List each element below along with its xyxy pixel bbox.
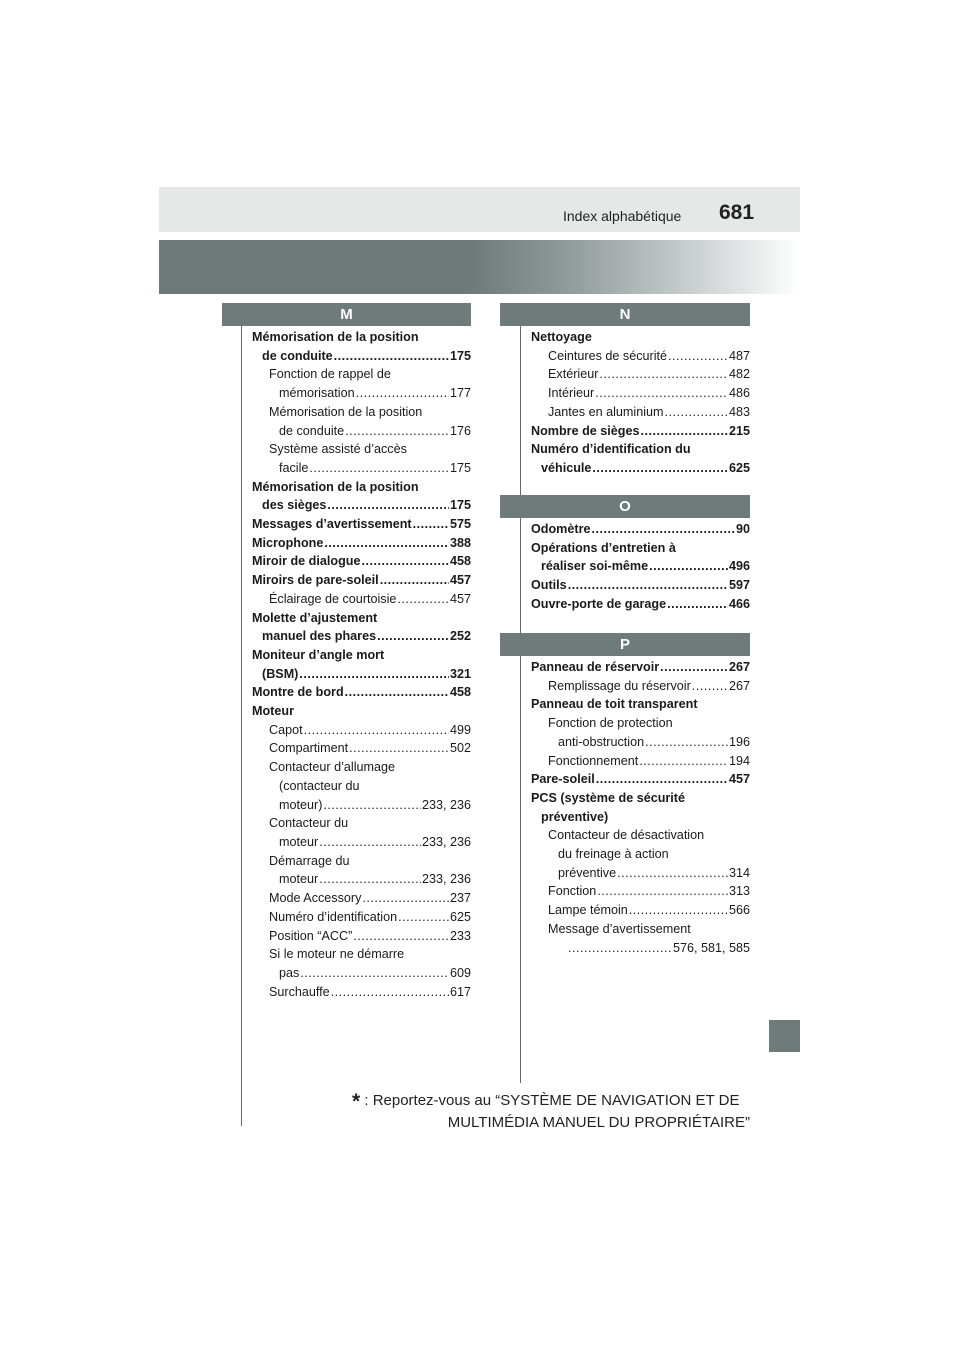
- index-entry: [252, 833, 471, 852]
- index-entry-page: 625: [728, 460, 750, 475]
- index-entry-leader: [397, 590, 449, 609]
- index-entry: [252, 758, 471, 777]
- index-entry-page: 597: [728, 578, 750, 593]
- index-entry-label: PCS (système de sécurité: [531, 790, 685, 805]
- index-entry: [252, 609, 471, 628]
- index-entry-label: Pare-soleil: [531, 772, 595, 787]
- index-entry-leader: [353, 927, 449, 946]
- index-list-n: [531, 328, 750, 478]
- index-entry: [531, 864, 750, 883]
- index-entry-label: Opérations d’entretien à: [531, 540, 676, 555]
- index-entry-label: Contacteur de désactivation: [548, 828, 705, 843]
- index-entry-leader: [645, 733, 728, 752]
- index-entry-label: Surchauffe: [269, 984, 330, 999]
- index-entry-label: Nettoyage: [531, 330, 592, 344]
- index-entry-leader: [667, 595, 728, 614]
- index-entry: [531, 714, 750, 733]
- index-entry: [252, 983, 471, 1002]
- index-entry-page: 237: [449, 891, 471, 906]
- footnote: [352, 1090, 750, 1133]
- index-entry-leader: [649, 557, 728, 576]
- index-entry-leader: [334, 347, 449, 366]
- index-entry-page: 457: [449, 573, 471, 588]
- index-entry: [531, 808, 750, 827]
- index-entry-label: pas: [279, 965, 300, 980]
- index-entry-label: Fonctionnement: [548, 753, 639, 768]
- index-entry-label: Moteur: [252, 704, 294, 719]
- index-entry-page: 466: [728, 596, 750, 611]
- index-entry: [252, 403, 471, 422]
- index-entry-page: 175: [449, 498, 471, 513]
- index-entry-page: 175: [449, 348, 471, 363]
- index-entry: [531, 422, 750, 441]
- index-entry-label: Remplissage du réservoir: [548, 678, 691, 693]
- index-entry-page: 176: [449, 423, 471, 438]
- index-entry-leader: [413, 515, 449, 534]
- index-entry-leader: [568, 576, 728, 595]
- index-entry-label: Montre de bord: [252, 685, 344, 700]
- index-entry-label: moteur: [279, 834, 319, 849]
- index-entry: [252, 889, 471, 908]
- column-divider-left: [241, 326, 242, 1126]
- index-entry-label: Fonction: [548, 884, 597, 899]
- index-entry-leader: [327, 496, 449, 515]
- index-entry-label: Numéro d’identification du: [531, 442, 691, 457]
- index-entry-page: 252: [449, 629, 471, 644]
- index-entry: [531, 403, 750, 422]
- index-entry-label: Microphone: [252, 535, 324, 550]
- index-entry: [252, 683, 471, 702]
- index-entry-label: véhicule: [541, 460, 592, 475]
- index-entry: [531, 557, 750, 576]
- index-entry-label: moteur): [279, 797, 323, 812]
- index-entry-page: 458: [449, 685, 471, 700]
- index-entry: [531, 658, 750, 677]
- index-entry: [531, 752, 750, 771]
- section-header-o: O: [500, 495, 750, 518]
- index-entry-leader: [349, 739, 449, 758]
- index-entry-label: Miroir de dialogue: [252, 554, 361, 569]
- index-entry-label: Odomètre: [531, 522, 591, 536]
- index-entry: [252, 534, 471, 553]
- section-header-n: N: [500, 303, 750, 326]
- index-entry-label: Mode Accessory: [269, 891, 362, 906]
- index-entry-label: Système assisté d’accès: [269, 442, 407, 457]
- section-header-p: P: [500, 633, 750, 656]
- index-entry: [252, 328, 471, 347]
- index-entry-page: 267: [728, 660, 750, 674]
- index-entry: [252, 814, 471, 833]
- index-entry-page: 175: [449, 460, 471, 475]
- index-entry-label: Intérieur: [548, 386, 595, 401]
- index-list-p: [531, 658, 750, 957]
- index-entry: [252, 590, 471, 609]
- index-entry: [252, 702, 471, 721]
- decorative-gradient-bar: [159, 240, 800, 294]
- index-entry-leader: [595, 384, 728, 403]
- index-entry: [252, 777, 471, 796]
- index-entry-page: 576, 581, 585: [672, 940, 750, 955]
- index-entry-label: Contacteur d’allumage: [269, 760, 396, 775]
- index-entry: [252, 627, 471, 646]
- index-entry: [252, 496, 471, 515]
- index-entry-label: préventive: [558, 865, 617, 880]
- index-entry: [252, 796, 471, 815]
- index-entry-label: Numéro d’identification: [269, 909, 398, 924]
- index-entry: [252, 870, 471, 889]
- index-entry-page: 215: [728, 423, 750, 438]
- index-entry-label: Message d’avertissement: [548, 921, 691, 936]
- index-entry-leader: [568, 939, 672, 958]
- index-entry-label: du freinage à action: [558, 847, 669, 862]
- page-title: Index alphabétique: [563, 208, 682, 224]
- index-entry-leader: [641, 422, 728, 441]
- index-entry-leader: [377, 627, 449, 646]
- index-entry-label: Miroirs de pare-soleil: [252, 573, 379, 588]
- index-entry: [252, 927, 471, 946]
- index-entry-label: Démarrage du: [269, 853, 350, 868]
- index-entry: [252, 384, 471, 403]
- index-entry-page: 575: [449, 517, 471, 532]
- index-entry-label: Fonction de rappel de: [269, 367, 391, 382]
- index-entry-leader: [597, 882, 728, 901]
- index-entry-page: 499: [449, 722, 471, 737]
- index-entry: [531, 677, 750, 696]
- index-entry-page: 502: [449, 741, 471, 756]
- index-entry-label: Messages d’avertissement: [252, 517, 412, 532]
- index-entry-label: Si le moteur ne démarre: [269, 947, 405, 962]
- index-entry-label: (contacteur du: [279, 778, 360, 793]
- index-entry-label: réaliser soi-même: [541, 559, 649, 574]
- index-entry: [252, 552, 471, 571]
- index-entry: [531, 576, 750, 595]
- index-entry-label: Extérieur: [548, 367, 599, 382]
- index-entry: [252, 945, 471, 964]
- index-entry-page: 457: [449, 591, 471, 606]
- index-entry-label: Éclairage de courtoisie: [269, 591, 397, 606]
- index-entry: [531, 770, 750, 789]
- index-entry-label: Fonction de protection: [548, 716, 673, 731]
- index-entry-page: 625: [449, 909, 471, 924]
- index-entry-leader: [300, 964, 449, 983]
- index-entry-page: 566: [728, 903, 750, 918]
- index-entry: [252, 365, 471, 384]
- index-entry: [252, 665, 471, 684]
- index-entry: [531, 459, 750, 478]
- index-entry-label: des sièges: [262, 498, 327, 513]
- index-entry-page: 314: [728, 865, 750, 880]
- index-entry-leader: [304, 721, 449, 740]
- index-entry-label: Mémorisation de la position: [252, 330, 419, 344]
- index-entry-leader: [362, 889, 449, 908]
- index-entry: [531, 520, 750, 539]
- index-entry: [531, 882, 750, 901]
- index-entry: [252, 721, 471, 740]
- index-entry: [252, 571, 471, 590]
- index-entry-label: mémorisation: [279, 386, 355, 401]
- index-entry: [531, 939, 750, 958]
- index-entry: [531, 826, 750, 845]
- index-entry-leader: [319, 870, 421, 889]
- section-header-m: M: [222, 303, 471, 326]
- index-entry-leader: [380, 571, 449, 590]
- index-entry-label: Jantes en aluminium: [548, 404, 664, 419]
- header-bar: [159, 187, 800, 232]
- index-entry: [252, 459, 471, 478]
- index-entry-leader: [319, 833, 421, 852]
- index-entry-page: 457: [728, 772, 750, 787]
- index-list-m: [252, 328, 471, 1001]
- index-entry: [252, 478, 471, 497]
- chapter-tab: [769, 1020, 800, 1052]
- index-entry-page: 321: [449, 666, 471, 681]
- index-entry-page: 90: [735, 522, 750, 536]
- index-entry-leader: [398, 908, 449, 927]
- index-entry-page: 482: [728, 367, 750, 382]
- index-entry-leader: [323, 796, 421, 815]
- index-entry-label: Ceintures de sécurité: [548, 348, 668, 363]
- index-entry-leader: [591, 520, 735, 539]
- index-entry-label: moteur: [279, 872, 319, 887]
- index-entry: [531, 328, 750, 347]
- index-entry-leader: [617, 864, 728, 883]
- index-entry-label: Moniteur d’angle mort: [252, 647, 385, 662]
- index-entry-leader: [660, 658, 728, 677]
- index-entry-label: de conduite: [279, 423, 345, 438]
- index-entry-label: Capot: [269, 722, 303, 737]
- index-entry-leader: [629, 901, 728, 920]
- index-entry-label: Nombre de sièges: [531, 423, 640, 438]
- index-entry: [252, 440, 471, 459]
- index-entry: [531, 539, 750, 558]
- index-entry: [531, 789, 750, 808]
- index-entry-page: 177: [449, 386, 471, 401]
- index-entry-page: 194: [728, 753, 750, 768]
- index-entry-label: Position “ACC”: [269, 928, 353, 943]
- index-entry: [531, 595, 750, 614]
- index-entry-leader: [345, 422, 449, 441]
- index-entry-label: manuel des phares: [262, 629, 377, 644]
- index-entry-page: 233, 236: [421, 834, 471, 849]
- index-entry-leader: [596, 770, 728, 789]
- index-entry-leader: [692, 677, 728, 696]
- index-entry-label: Mémorisation de la position: [252, 479, 419, 494]
- index-entry-label: Lampe témoin: [548, 903, 628, 918]
- index-entry: [252, 739, 471, 758]
- index-entry-page: 313: [728, 884, 750, 899]
- index-entry-page: 196: [728, 734, 750, 749]
- index-entry-page: 483: [728, 404, 750, 419]
- footnote-line2: MULTIMÉDIA MANUEL DU PROPRIÉTAIRE”: [447, 1114, 750, 1131]
- index-entry-leader: [356, 384, 449, 403]
- index-entry-leader: [309, 459, 449, 478]
- index-entry: [531, 440, 750, 459]
- index-entry: [252, 347, 471, 366]
- index-entry-page: 487: [728, 348, 750, 363]
- index-entry: [531, 901, 750, 920]
- index-entry-page: 486: [728, 386, 750, 401]
- index-entry: [252, 964, 471, 983]
- index-entry-page: 458: [449, 554, 471, 569]
- index-entry-label: (BSM): [262, 666, 299, 681]
- index-entry-leader: [361, 552, 449, 571]
- index-entry-label: préventive): [541, 809, 609, 824]
- index-entry-label: Outils: [531, 578, 567, 593]
- index-entry-leader: [599, 365, 728, 384]
- index-entry-leader: [639, 752, 728, 771]
- index-entry-page: 233: [449, 928, 471, 943]
- index-entry-label: Panneau de toit transparent: [531, 697, 698, 712]
- index-entry: [252, 422, 471, 441]
- index-entry-label: Molette d’ajustement: [252, 610, 378, 625]
- index-entry-label: Ouvre-porte de garage: [531, 596, 667, 611]
- index-entry-leader: [331, 983, 449, 1002]
- index-entry: [531, 365, 750, 384]
- index-entry-leader: [665, 403, 728, 422]
- index-entry: [531, 920, 750, 939]
- index-entry-leader: [668, 347, 728, 366]
- column-divider-middle: [520, 326, 521, 1083]
- index-entry-leader: [324, 534, 449, 553]
- index-entry: [531, 347, 750, 366]
- footnote-symbol: *: [352, 1090, 361, 1113]
- index-entry-leader: [592, 459, 728, 478]
- index-list-o: [531, 520, 750, 614]
- index-entry: [252, 515, 471, 534]
- index-entry-label: de conduite: [262, 348, 333, 363]
- index-entry-page: 233, 236: [421, 872, 471, 887]
- index-entry-leader: [345, 683, 449, 702]
- index-entry: [531, 384, 750, 403]
- index-entry-page: 617: [449, 984, 471, 999]
- page-number: 681: [719, 201, 755, 224]
- index-entry: [531, 695, 750, 714]
- index-entry-label: Compartiment: [269, 741, 349, 756]
- index-entry-label: Mémorisation de la position: [269, 404, 423, 419]
- index-entry-leader: [299, 665, 449, 684]
- index-entry: [531, 845, 750, 864]
- index-entry-page: 388: [449, 535, 471, 550]
- index-entry-page: 233, 236: [421, 797, 471, 812]
- index-entry-page: 267: [728, 678, 750, 693]
- index-entry-label: anti-obstruction: [558, 734, 645, 749]
- index-entry: [531, 733, 750, 752]
- index-entry: [252, 852, 471, 871]
- index-entry-label: Panneau de réservoir: [531, 660, 660, 674]
- index-entry-page: 496: [728, 559, 750, 574]
- footnote-line1: : Reportez-vous au “SYSTÈME DE NAVIGATION ET DE: [364, 1092, 740, 1109]
- index-entry-page: 609: [449, 965, 471, 980]
- index-entry: [252, 646, 471, 665]
- index-entry-label: Contacteur du: [269, 816, 349, 831]
- index-entry: [252, 908, 471, 927]
- index-entry-label: facile: [279, 460, 309, 475]
